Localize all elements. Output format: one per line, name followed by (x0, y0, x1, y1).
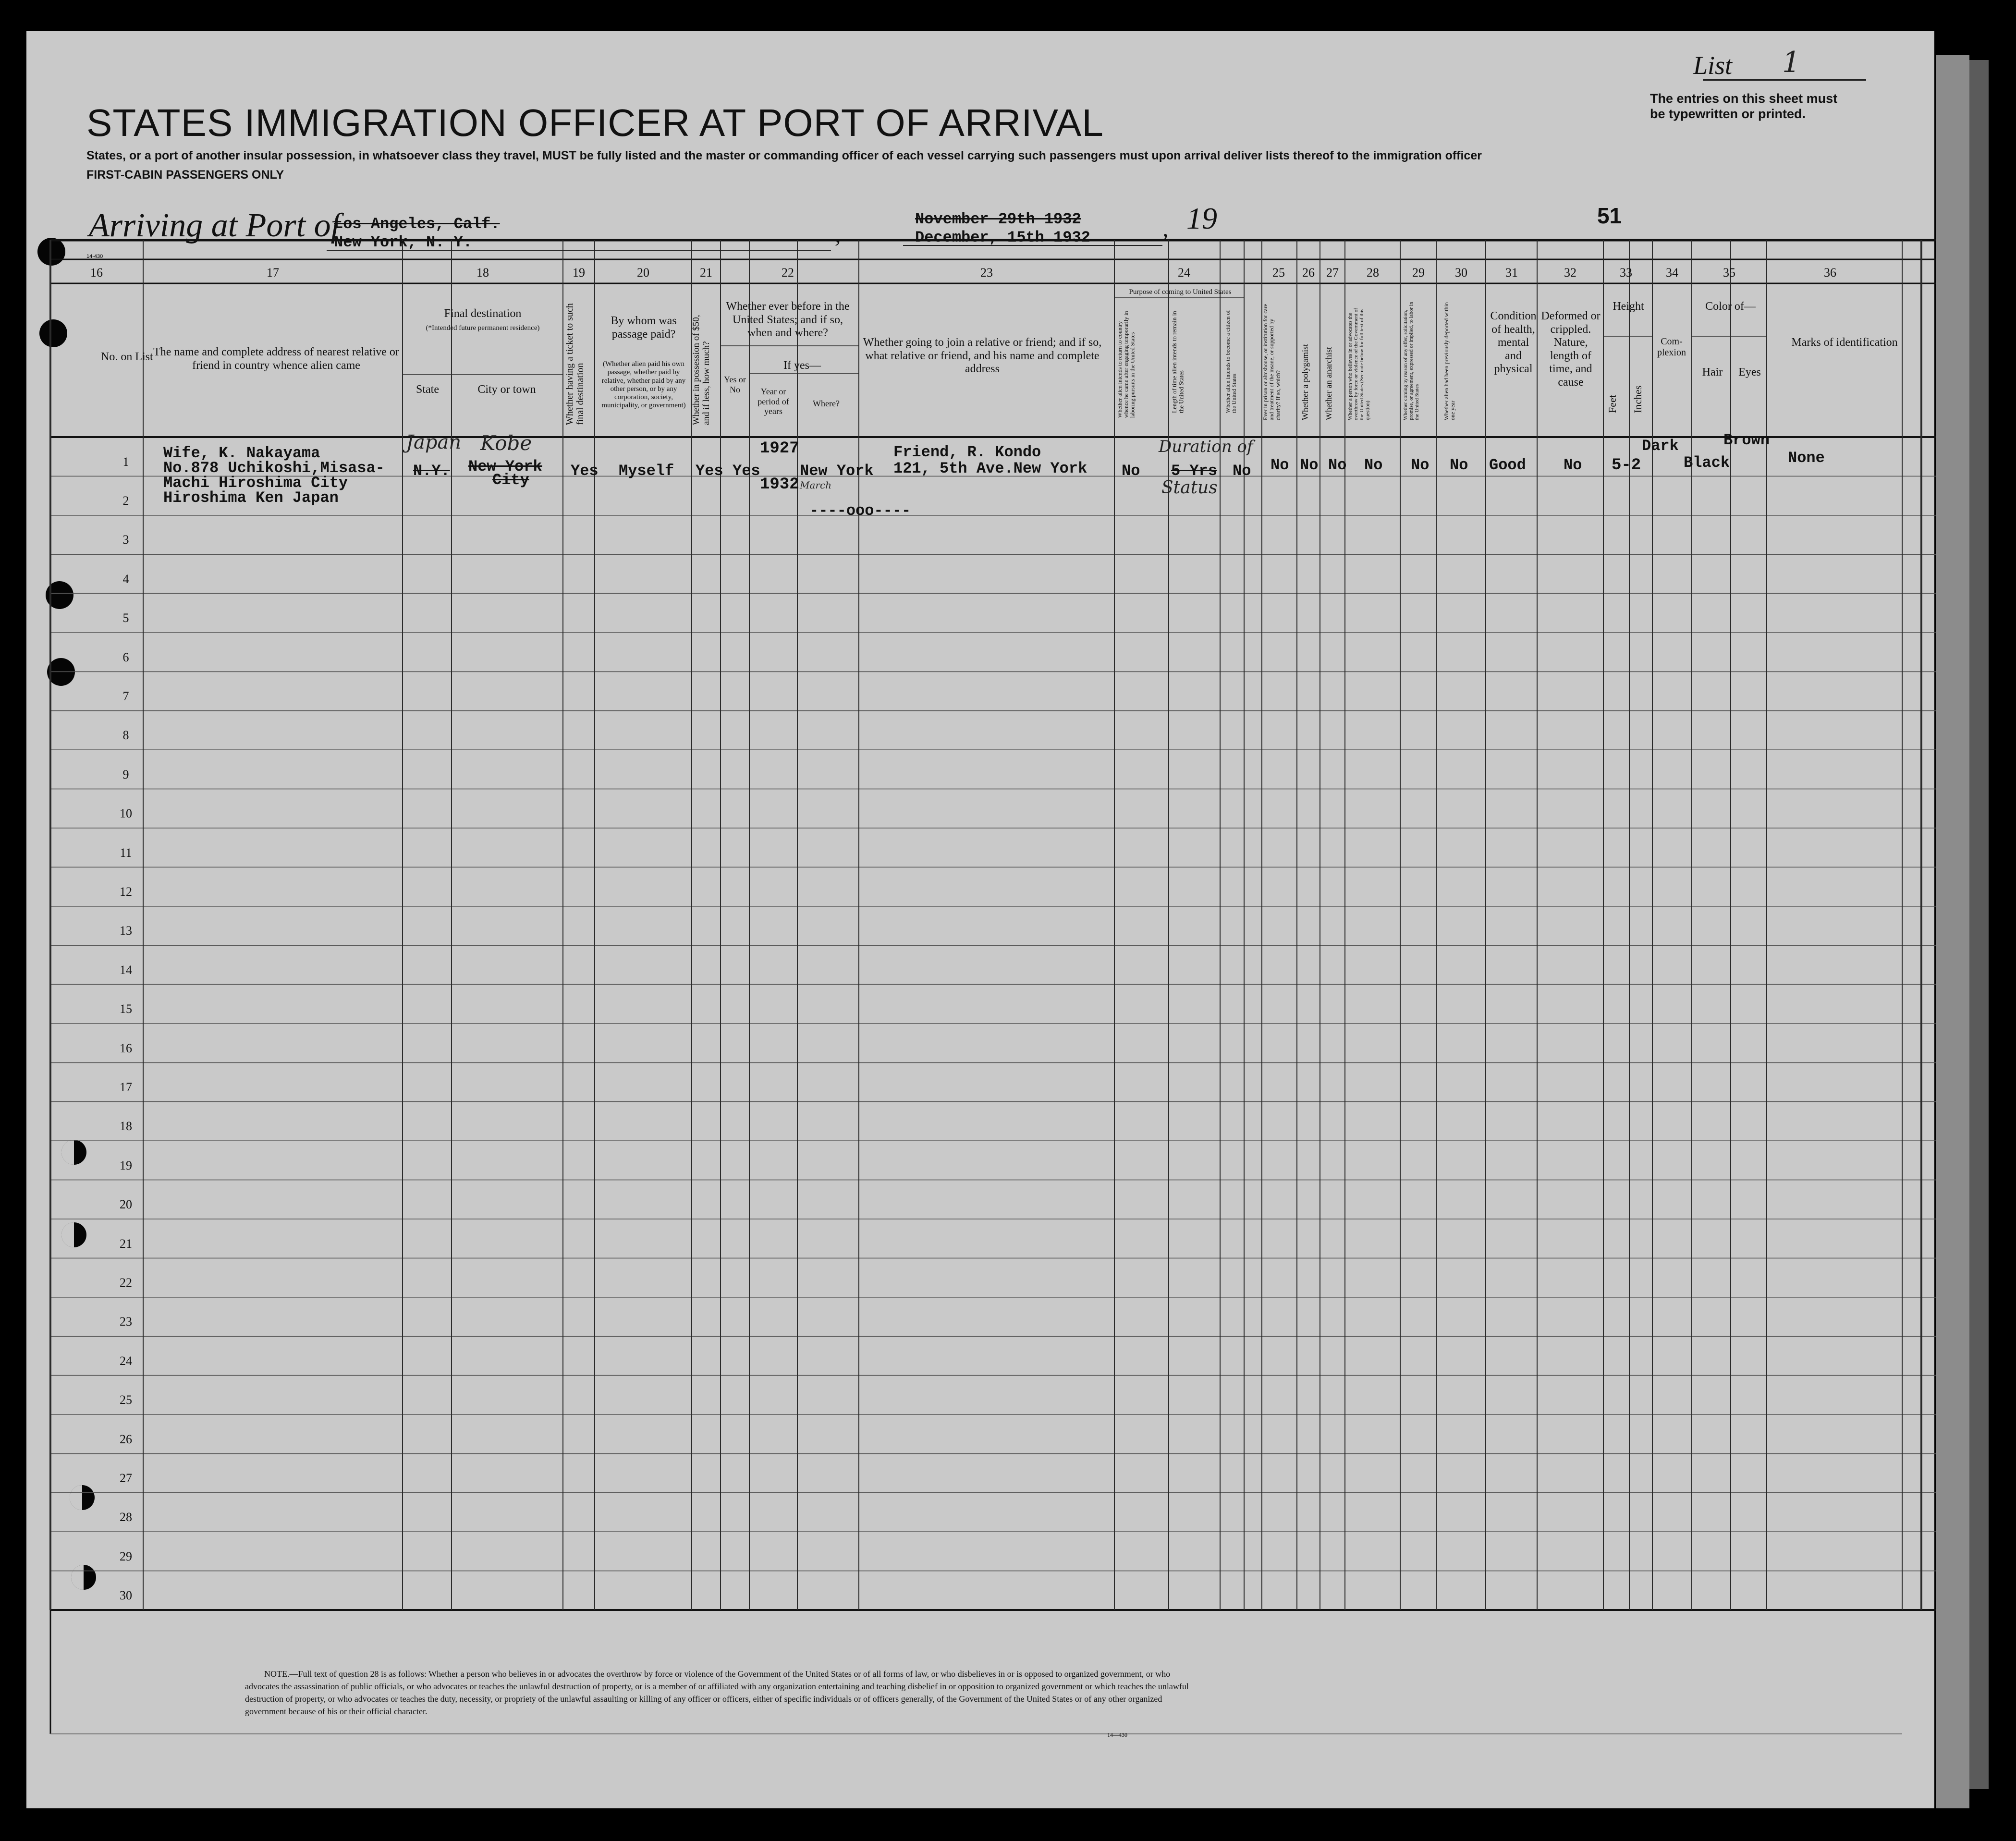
port-underline (327, 250, 831, 251)
page-subtitle: States, or a port of another insular possession, in whatsoever class they travel, MUST be fully listed and the master or commanding officer of each vessel carrying such passengers must upon arrival deliver lists thereof to the immigration officer (86, 149, 1482, 162)
entry-hair: Black (1684, 454, 1730, 472)
column-number: 20 (637, 266, 649, 280)
entry-eyes: Brown (1723, 431, 1770, 449)
column-number: 30 (1455, 266, 1467, 280)
row-number: 11 (120, 845, 132, 860)
port: New York, N. Y. (334, 233, 473, 251)
header-deformed: Deformed or crippled. Nature, length of time, and cause (1541, 310, 1601, 389)
column-number: 32 (1564, 266, 1576, 280)
year-prefix: 19 (1186, 201, 1217, 235)
entry-passage-paid: Myself (619, 462, 674, 480)
entry-marks: None (1788, 449, 1825, 467)
entry-where-handwritten: March (800, 479, 832, 491)
comma: , (1162, 215, 1169, 242)
header-eyes: Eyes (1738, 366, 1761, 378)
header-final-destination-note: (*Intended future permanent residence) (426, 324, 540, 332)
entry-relative-friend: Friend, R. Kondo 121, 5th Ave.New York (893, 443, 1087, 477)
header-before-in-us: Whether ever before in the United States; and if so, when and where? (726, 300, 850, 340)
column-number: 34 (1666, 266, 1678, 280)
entry-overthrow: No (1364, 456, 1383, 474)
footer-form-code: 14—430 (1107, 1731, 1127, 1738)
entry-deported: No (1450, 456, 1468, 474)
row-number: 28 (120, 1510, 132, 1524)
column-number: 16 (90, 266, 103, 280)
column-number: 35 (1723, 266, 1735, 280)
row-number: 22 (120, 1276, 132, 1290)
header-labor-offer: Whether coming by reason of any offer, solicitation, promise, or agreement, expressed or implied, to labor in the United States (1403, 302, 1420, 420)
footer-note: NOTE.—Full text of question 28 is as follows: Whether a person who believes in or advocates the overthrow by force or violence of the Government of the United States or of all forms of law, or who disbelieves in or is opposed to organized government, or who advocates the assassination of public officials, or who advocates or teaches the unlawful destruction of property, or is a member of or affiliated with any organization entertaining and teaching disbelief in or opposition to organized government or which teaches the unlawful destruction of property, or who advocates or teaches the duty, necessity, or propriety of the unlawful assaulting or killing of any officer or officers, either of specific individuals or of officers generally, of the Government of the United States or of any other organized government because of his or their official character. (245, 1669, 1189, 1717)
header-final-destination: Final destination (444, 307, 522, 320)
row-number: 3 (122, 533, 129, 547)
entry-polygamist: No (1300, 456, 1319, 474)
header-polygamist: Whether a polygamist (1300, 344, 1310, 420)
list-label: List (1693, 51, 1733, 80)
header-no-on-list: No. on List (101, 351, 153, 363)
row-number: 17 (120, 1080, 132, 1095)
row-number: 29 (120, 1549, 132, 1563)
header-citizen: Whether alien intends to become a citizen of the United States (1224, 310, 1238, 413)
row-number: 27 (120, 1471, 132, 1486)
header-color-of: Color of— (1705, 300, 1756, 313)
entries-notice-line-2: be typewritten or printed. (1650, 107, 1806, 121)
entry-length-handwritten-bottom: Status (1161, 478, 1218, 498)
header-anarchist: Whether an anarchist (1324, 347, 1333, 420)
header-health: Condition of health, mental and physical (1490, 310, 1537, 376)
row-number: 14 (120, 963, 132, 977)
entry-length-struck: 5 Yrs (1171, 462, 1218, 480)
arrival-date: December, 15th 1932 (915, 229, 1090, 246)
header-overthrow: Whether a person who believes in or advocates the overthrow by force or violence of the Government of the United States (See note below for full text of this question) (1347, 308, 1371, 420)
column-number: 26 (1302, 266, 1315, 280)
row-number: 9 (122, 767, 129, 781)
entry-ticket: Yes (571, 462, 599, 480)
row-number: 18 (120, 1119, 132, 1134)
row-number: 21 (120, 1236, 132, 1251)
header-length-of-stay: Length of time alien intends to remain in the United States (1171, 311, 1185, 413)
date-struck: November 29th 1932 (915, 210, 1081, 228)
entry-labor-offer: No (1411, 456, 1430, 474)
column-number: 28 (1367, 266, 1379, 280)
date-underline (903, 245, 1162, 246)
row-number: 15 (120, 1002, 132, 1016)
header-passage-paid: By whom was passage paid? (611, 315, 677, 341)
row-number: 30 (120, 1588, 132, 1603)
header-state: State (416, 383, 439, 396)
row-number: 1 (122, 454, 129, 469)
entry-city-struck: New York City (468, 458, 542, 489)
header-relative-friend: Whether going to join a relative or friend; and if so, what relative or friend, and his name and complete address (863, 336, 1102, 376)
row-number: 25 (120, 1393, 132, 1407)
column-number: 24 (1178, 266, 1190, 280)
entry-anarchist: No (1328, 456, 1347, 474)
column-number: 25 (1272, 266, 1285, 280)
entry-health: Good (1489, 456, 1526, 474)
list-underline (1703, 79, 1866, 81)
entry-end-mark: ----ooo---- (809, 502, 911, 520)
column-number: 23 (980, 266, 993, 280)
header-yes-no: Yes or No (724, 375, 746, 394)
entry-relative: Wife, K. Nakayama No.878 Uchikoshi,Misasa- Machi Hiroshima City Hiroshima Ken Japan (163, 444, 385, 507)
header-where: Where? (813, 399, 840, 408)
column-number: 21 (700, 266, 712, 280)
header-height: Height (1613, 300, 1644, 313)
entry-return-intent: No (1122, 462, 1140, 480)
row-number: 7 (122, 689, 129, 704)
row-number: 2 (122, 494, 129, 508)
row-number: 13 (120, 924, 132, 938)
column-number: 18 (477, 266, 489, 280)
header-passage-paid-note: (Whether alien paid his own passage, whether paid by relative, whether paid by any other person, or by any corporation, society, municipality, or government) (601, 360, 686, 410)
entry-citizen: No (1233, 462, 1251, 480)
row-number: 10 (120, 806, 132, 821)
entry-prison: No (1271, 456, 1289, 474)
row-number: 19 (120, 1158, 132, 1172)
entry-where: New York (800, 462, 874, 480)
row-number: 8 (122, 728, 129, 743)
port-struck: Los Angeles, Calf. (334, 215, 500, 233)
column-number: 33 (1620, 266, 1632, 280)
arriving-label: Arriving at Port of (89, 207, 341, 244)
header-ticket: Whether having a ticket to such final destination (564, 303, 586, 425)
column-number: 19 (573, 266, 585, 280)
header-hair: Hair (1702, 366, 1723, 378)
row-number: 5 (122, 611, 129, 625)
row-number: 23 (120, 1315, 132, 1329)
comma: , (835, 220, 841, 247)
entry-deformed: No (1564, 456, 1582, 474)
row-number: 6 (122, 650, 129, 664)
header-year: Year or period of years (758, 387, 789, 416)
row-number: 4 (122, 572, 129, 586)
entries-notice-line-1: The entries on this sheet must (1650, 91, 1838, 106)
column-number: 17 (267, 266, 279, 280)
row-number: 12 (120, 885, 132, 899)
header-inches: Inches (1632, 385, 1644, 413)
entry-city-handwritten: Kobe (480, 431, 532, 455)
entry-has-50: Yes (696, 462, 723, 480)
entry-height: 5-2 (1612, 456, 1641, 475)
header-complexion: Com- plexion (1657, 336, 1686, 358)
row-number: 20 (120, 1197, 132, 1212)
sheet-number: 51 (1597, 203, 1622, 228)
column-number: 27 (1326, 266, 1339, 280)
row-number: 24 (120, 1353, 132, 1368)
class-label: FIRST-CABIN PASSENGERS ONLY (86, 168, 284, 182)
list-number: 1 (1782, 46, 1801, 79)
entry-state-struck: N.Y. (413, 462, 450, 480)
header-relative: The name and complete address of nearest relative or friend in country whence alien came (153, 346, 399, 372)
column-number: 36 (1824, 266, 1836, 280)
header-deported: Whether alien had been previously deported within one year (1443, 302, 1456, 420)
entry-complexion: Dark (1642, 437, 1679, 455)
column-number: 31 (1505, 266, 1518, 280)
header-prison: Ever in prison or almshouse, or institution for care and treatment of the insane, or supported by charity? If so, which? (1262, 304, 1282, 420)
entry-before-in-us: Yes (733, 462, 760, 480)
header-if-yes: If yes— (783, 359, 821, 372)
header-purpose: Purpose of coming to United States (1129, 288, 1232, 296)
entry-year-first: 1927 (760, 439, 799, 458)
page-title: STATES IMMIGRATION OFFICER AT PORT OF ARRIVAL (86, 101, 1104, 144)
header-feet: Feet (1606, 395, 1618, 413)
entry-year-last: 1932 (760, 475, 799, 494)
column-number: 29 (1412, 266, 1425, 280)
entry-state-handwritten: Japan (406, 431, 462, 453)
form-code: 14-430 (86, 254, 103, 259)
header-marks: Marks of identification (1791, 336, 1898, 349)
row-number: 26 (120, 1432, 132, 1446)
header-has-50: Whether in possession of $50, and if less, how much? (691, 315, 711, 425)
header-return-intent: Whether alien intends to return to country whence he came after engaging temporarily in laboring pursuits in the United States (1116, 311, 1136, 418)
entry-length-handwritten-top: Duration of (1159, 437, 1253, 456)
column-number: 22 (782, 266, 794, 280)
row-number: 16 (120, 1041, 132, 1055)
header-city: City or town (477, 383, 536, 396)
